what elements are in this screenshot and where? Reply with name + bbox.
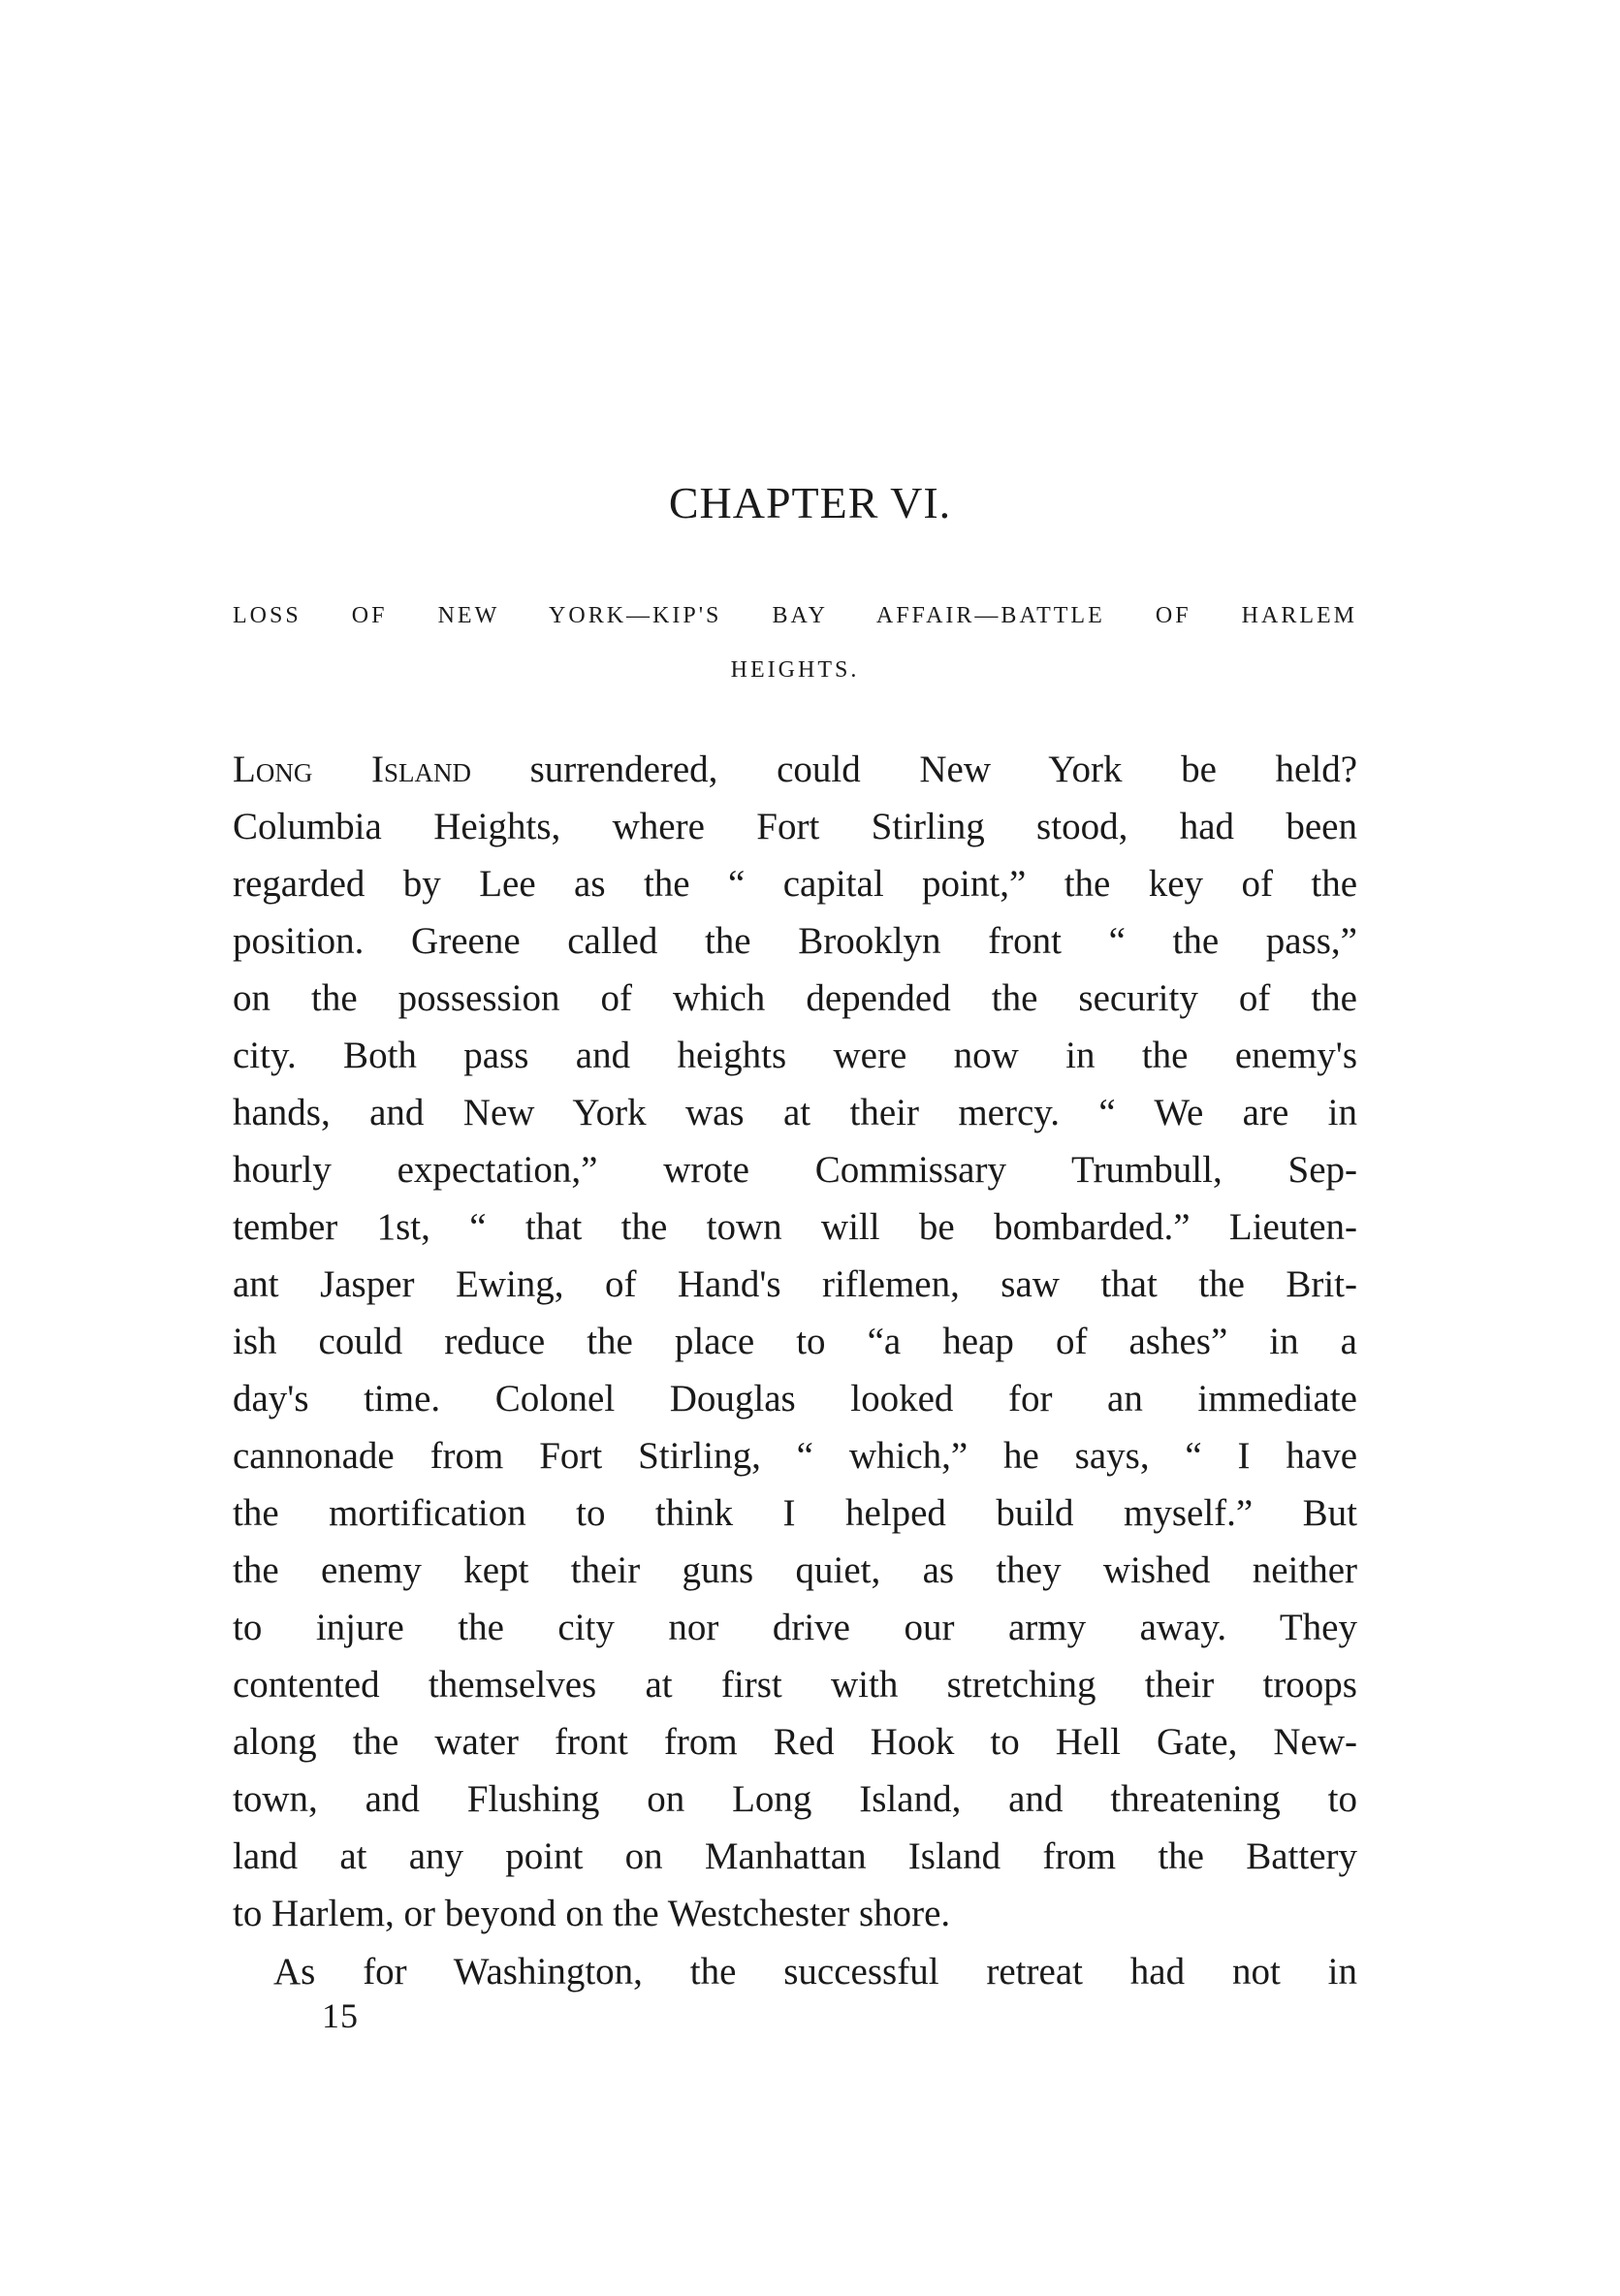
paragraph-line-21: to Harlem, or beyond on the Westchester shore. <box>233 1893 951 1934</box>
paragraph-line-9: tember 1st, “ that the town will be bombarded.” Lieuten- <box>233 1206 1357 1248</box>
paragraph-line-13: cannonade from Fort Stirling, “ which,” he says, “ I have <box>233 1435 1357 1477</box>
chapter-title: CHAPTER VI. <box>668 478 952 527</box>
paragraph-line-5: on the possession of which depended the security of the <box>233 977 1357 1019</box>
opening-words: Long Island <box>233 749 471 790</box>
line-1-text: surrendered, could New York be held? <box>470 749 1358 790</box>
chapter-subtitle-line-1: LOSS OF NEW YORK—KIP'S BAY AFFAIR—BATTLE OF HARLEM <box>233 603 1357 628</box>
paragraph-line-16: to injure the city nor drive our army away. They <box>233 1607 1357 1648</box>
paragraph-line-4: position. Greene called the Brooklyn front “ the pass,” <box>233 920 1357 962</box>
paragraph-line-1 <box>233 747 1357 793</box>
paragraph-2-line-1: As for Washington, the successful retreat had not in <box>273 1951 1357 1993</box>
paragraph-line-8: hourly expectation,” wrote Commissary Trumbull, Sep- <box>233 1149 1357 1191</box>
paragraph-line-7: hands, and New York was at their mercy. “ We are in <box>233 1092 1357 1133</box>
paragraph-line-14: the mortification to think I helped build myself.” But <box>233 1492 1357 1534</box>
paragraph-line-6: city. Both pass and heights were now in the enemy's <box>233 1035 1357 1076</box>
paragraph-line-19: town, and Flushing on Long Island, and threatening to <box>233 1778 1357 1820</box>
paragraph-line-3: regarded by Lee as the “ capital point,” the key of the <box>233 863 1357 905</box>
page-number: 15 <box>322 1996 359 2035</box>
chapter-subtitle-line-2: HEIGHTS. <box>730 657 860 683</box>
paragraph-line-2: Columbia Heights, where Fort Stirling stood, had been <box>233 806 1357 847</box>
paragraph-line-15: the enemy kept their guns quiet, as they wished neither <box>233 1549 1357 1591</box>
paragraph-line-18: along the water front from Red Hook to Hell Gate, New- <box>233 1721 1357 1763</box>
paragraph-line-12: day's time. Colonel Douglas looked for an immediate <box>233 1378 1357 1419</box>
paragraph-line-11: ish could reduce the place to “a heap of ashes” in a <box>233 1321 1357 1362</box>
paragraph-line-20: land at any point on Manhattan Island from the Battery <box>233 1835 1357 1877</box>
paragraph-line-10: ant Jasper Ewing, of Hand's riflemen, saw that the Brit- <box>233 1263 1357 1305</box>
paragraph-line-17: contented themselves at first with stretching their troops <box>233 1664 1357 1706</box>
